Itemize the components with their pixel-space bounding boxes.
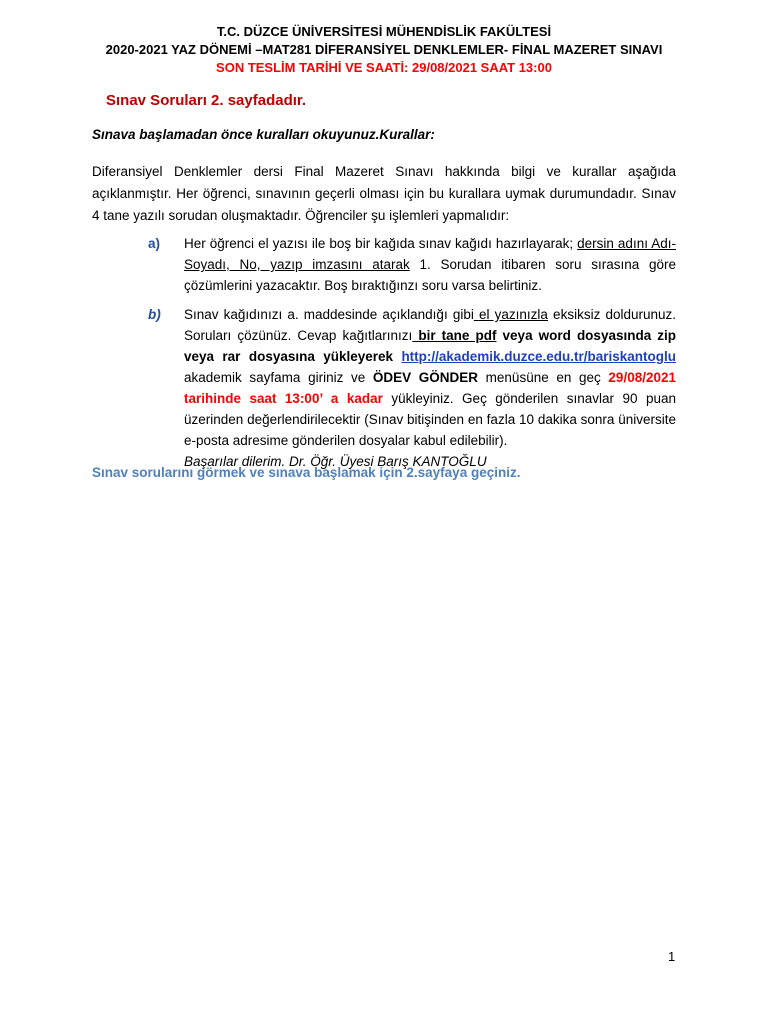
rule-b-text-3: akademik sayfama giriniz ve (184, 370, 373, 385)
signature: Başarılar dilerim. Dr. Öğr. Üyesi Barış KANTOĞLU (184, 454, 487, 469)
rule-a-text-1: Her öğrenci el yazısı ile boş bir kağıda sınav kağıdı hazırlayarak; (184, 236, 578, 251)
questions-location-note: Sınav Soruları 2. sayfadadır. (106, 92, 307, 109)
go-to-page-2-note: Sınav sorularını görmek ve sınava başlamak için 2.sayfaya geçiniz. (92, 465, 521, 480)
rule-b-text-5: yükleyiniz. Geç gönderilen sınavlar 90 puan üzerinden değerlendirilecektir (Sınav bitişinden en fazla 10 dakika sonra üniversite e-posta adresime gönderilen dosyalar kabul edilebilir). (184, 391, 676, 448)
rule-b-deadline: 29/08/2021 tarihinde saat 13:00’ a kadar (184, 370, 676, 406)
rule-a-underlined: dersin adını Adı-Soyadı, No, yazıp imzasını atarak (184, 236, 676, 272)
rule-b-underlined-handwriting: el yazınızla (473, 307, 548, 322)
rule-b-zip-note: veya word dosyasında zip veya rar dosyasına yükleyerek (184, 328, 677, 364)
academic-page-link[interactable]: http://akademik.duzce.edu.tr/bariskantoglu (401, 349, 676, 364)
rule-b-text-4: menüsüne en geç (478, 370, 609, 385)
rule-marker-a: a) (148, 236, 161, 251)
page-number: 1 (668, 949, 676, 964)
rule-item-a-text (184, 233, 676, 296)
rule-item-a (148, 233, 676, 296)
exam-title: 2020-2021 YAZ DÖNEMİ –MAT281 DİFERANSİYEL DENKLEMLER- FİNAL MAZERET SINAVI (105, 42, 663, 57)
rule-marker-b: b) (148, 307, 161, 322)
rule-b-text-2: eksiksiz doldurunuz. Soruları çözünüz. Cevap kağıtlarınızı (184, 307, 676, 343)
rule-a-text-2: 1. Sorudan itibaren soru sırasına göre çözümlerini yazacaktır. Boş bıraktığınzı soru varsa belirtiniz. (184, 257, 676, 293)
deadline-line: SON TESLİM TARİHİ VE SAATİ: 29/08/2021 SAAT 13:00 (216, 60, 552, 75)
document-header (0, 23, 768, 77)
rules-intro: Sınava başlamadan önce kuralları okuyunuz.Kurallar: (92, 127, 435, 142)
rule-b-pdf-note: bir tane pdf (412, 328, 497, 343)
homework-submit-menu-name: ÖDEV GÖNDER (372, 370, 479, 385)
rule-item-b (148, 304, 676, 472)
university-title: T.C. DÜZCE ÜNİVERSİTESİ MÜHENDİSLİK FAKÜLTESİ (216, 24, 552, 39)
rule-b-text-1: Sınav kağıdınızı a. maddesinde açıklandığı gibi (184, 307, 474, 322)
rule-item-b-text (184, 304, 676, 472)
rules-paragraph: Diferansiyel Denklemler dersi Final Mazeret Sınavı hakkında bilgi ve kurallar aşağıda açıklanmıştır. Her öğrenci, sınavının geçerli olması için bu kurallara uymak durumundadır. Sınav 4 tane yazılı sorudan oluşmaktadır. Öğrenciler şu işlemleri yapmalıdır: (92, 164, 676, 223)
